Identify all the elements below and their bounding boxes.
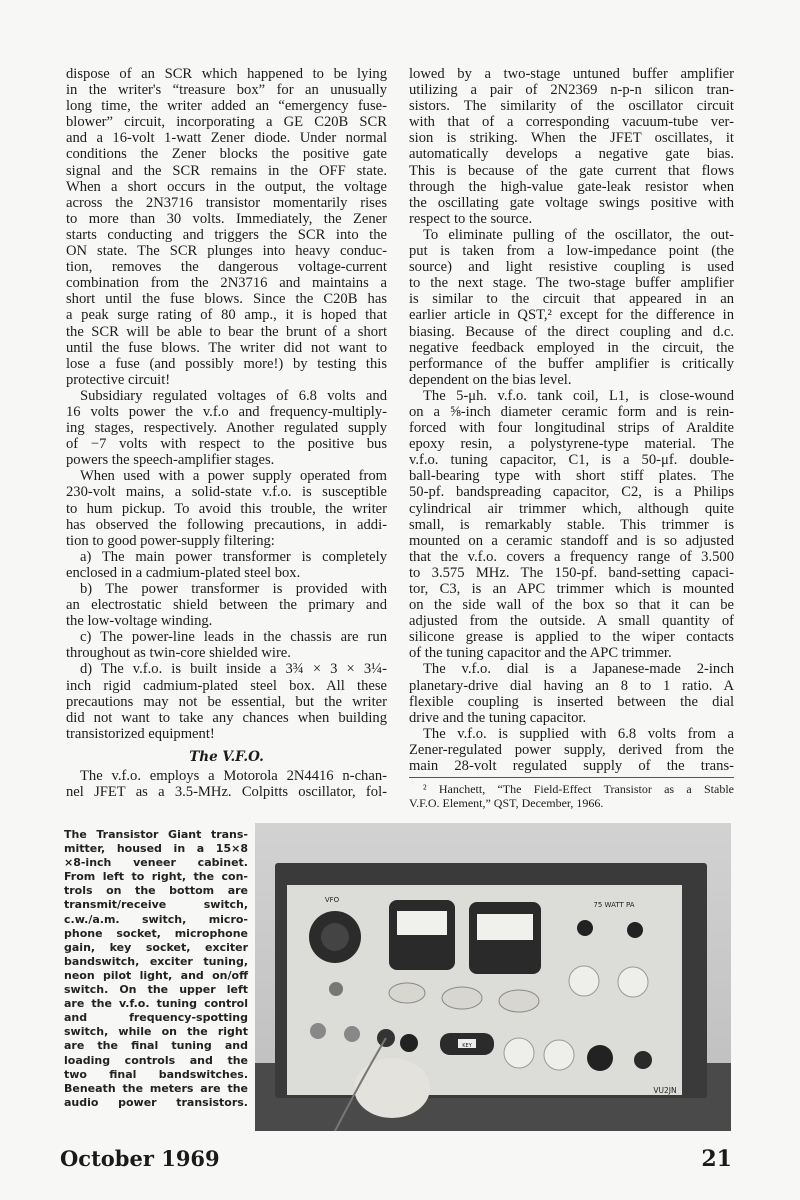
text-line: nel JFET as a 3.5-MHz. Colpitts oscillator, fol- <box>66 784 387 801</box>
text-line: Subsidiary regulated voltages of 6.8 volts and <box>80 387 387 404</box>
section-heading: The V.F.O. <box>189 748 264 765</box>
text-line: dependent on the bias level. <box>409 371 572 388</box>
caption-line: loading controls and the <box>64 1053 248 1067</box>
text-line: adjusted from the outside. A small quantity of <box>409 613 734 630</box>
text-line: precautions may not be essential, but the writer <box>66 693 387 710</box>
page-number: 21 <box>701 1146 732 1172</box>
text-line: the low-voltage winding. <box>66 613 213 630</box>
caption-line: two final bandswitches. <box>64 1067 248 1081</box>
text-line: sistors. The similarity of the oscillator circuit <box>409 98 734 115</box>
text-line: with that of a corresponding vacuum-tube ver- <box>409 114 734 131</box>
caption-line: bandswitch, exciter tuning, <box>64 954 248 968</box>
text-line: transistorized equipment! <box>66 725 215 742</box>
text-line: small, is remarkably stable. This trimmer is <box>409 516 734 533</box>
caption-line: The Transistor Giant trans- <box>64 828 248 841</box>
caption-line: audio power transistors. <box>64 1095 248 1109</box>
text-line: inch rigid cadmium-plated steel box. All these <box>66 677 387 694</box>
pa-label: 75 WATT PA <box>593 901 635 909</box>
text-line: starts conducting and triggers the SCR into the <box>66 226 387 243</box>
text-line: biasing. Because of the direct coupling and d.c. <box>409 323 734 340</box>
caption-line: neon pilot light, and on/off <box>64 968 248 982</box>
text-line: automatically develops a negative gate bias. <box>409 146 734 163</box>
caption-line: are the v.f.o. tuning control <box>64 997 248 1011</box>
text-line: blower” circuit, incorporating a GE C20B SCR <box>66 114 387 131</box>
text-line: powers the speech-amplifier stages. <box>66 452 275 469</box>
text-line: To eliminate pulling of the oscillator, the out- <box>423 226 734 243</box>
text-line: to the next stage. The two-stage buffer amplifier <box>409 275 734 292</box>
footnote-line: V.F.O. Element,” QST, December, 1966. <box>409 796 604 810</box>
list-item-c: c) The power-line leads in the chassis are run <box>80 629 387 646</box>
text-line: enclosed in a cadmium-plated steel box. <box>66 564 301 581</box>
text-line: signal and the SCR remains in the OFF state. <box>66 162 387 179</box>
text-line: an electrostatic shield between the primary and <box>66 597 387 614</box>
text-line: Zener-regulated power supply, derived from the <box>409 741 734 758</box>
callsign-label: VU2JN <box>653 1086 677 1095</box>
text-line: epoxy resin, a polystyrene-type material. The <box>409 436 734 453</box>
vfo-label: VFO <box>324 896 340 904</box>
text-line: the oscillating gate voltage swings positive with <box>409 194 734 211</box>
text-line: of −7 volts with respect to the positive bus <box>66 436 387 453</box>
photo-caption <box>64 828 248 1110</box>
text-line: 230-volt mains, a solid-state v.f.o. is susceptible <box>66 484 387 501</box>
left-column <box>66 66 387 800</box>
text-line: v.f.o. tuning capacitor, C1, is a 50-μf. double- <box>409 452 734 469</box>
text-line: 16 volts power the v.f.o and frequency-multiply- <box>66 403 387 420</box>
text-line: source) and light resistive coupling is used <box>409 259 734 276</box>
list-item-a: a) The main power transformer is completely <box>80 548 387 565</box>
text-line: tor, C3, is an APC trimmer which is mounted <box>409 581 734 597</box>
caption-line: are the final tuning and <box>64 1039 248 1053</box>
text-line: to hum pickup. To avoid this trouble, the writer <box>66 500 387 517</box>
text-line: performance of the buffer amplifier is critically <box>409 355 734 372</box>
text-line: mounted on a ceramic standoff and is so adjusted <box>409 532 734 549</box>
footnote <box>409 782 734 810</box>
text-line: The v.f.o. employs a Motorola 2N4416 n-chan- <box>80 768 387 785</box>
text-line: of the tuning capacitor and the APC trimmer. <box>409 645 672 662</box>
transmitter-photo <box>255 823 731 1131</box>
text-line: that the v.f.o. covers a frequency range of 3.500 <box>409 548 734 565</box>
text-line: ON state. The SCR plunges into heavy conduc- <box>66 243 387 260</box>
caption-line: phone socket, microphone <box>64 926 248 940</box>
text-line: through the high-value gate-leak resistor when <box>409 178 734 195</box>
caption-line: c.w./a.m. switch, micro- <box>64 912 248 926</box>
footnote-divider <box>409 777 734 778</box>
text-line: main 28-volt regulated supply of the trans- <box>409 758 734 775</box>
text-line: silicone grease is applied to the wiper contacts <box>409 629 734 646</box>
text-line: 50-pf. bandspreading capacitor, C2, is a Philips <box>409 484 734 501</box>
caption-line: ×8-inch veneer cabinet. <box>64 856 248 870</box>
list-item-b: b) The power transformer is provided with <box>80 581 387 597</box>
text-line: on a ⅝-inch diameter ceramic form and is rein- <box>409 403 734 420</box>
caption-line: and frequency-spotting <box>64 1011 248 1025</box>
text-line: dispose of an SCR which happened to be lying <box>66 66 387 82</box>
text-line: the SCR will be able to bear the brunt of a short <box>66 323 387 340</box>
text-line: drive and the tuning capacitor. <box>409 709 587 726</box>
text-line: flexible coupling is inserted between the dial <box>409 693 734 710</box>
text-line: forced with four longitudinal strips of Araldite <box>409 420 734 437</box>
text-line: utilizing a pair of 2N2369 n-p-n silicon tran- <box>409 82 734 99</box>
list-item-d: d) The v.f.o. is built inside a 3¾ × 3 × 3¼- <box>80 661 387 678</box>
key-label: KEY <box>462 1043 472 1049</box>
caption-line: trols on the bottom are <box>64 884 248 898</box>
caption-line: switch, while on the right <box>64 1025 248 1039</box>
text-line: long time, the writer added an “emergency fuse- <box>66 98 387 115</box>
text-line: a peak surge rating of 80 amp., it is hoped that <box>66 307 387 324</box>
text-line: tion to good power-supply filtering: <box>66 532 275 549</box>
text-line: When used with a power supply operated from <box>80 468 387 485</box>
footnote-line: ² Hanchett, “The Field-Effect Transistor as a Stable <box>423 782 734 796</box>
text-line: earlier article in QST,² except for the difference in <box>409 307 734 324</box>
caption-line: switch. On the upper left <box>64 983 248 997</box>
text-line: combination from the 2N3716 and maintains a <box>66 275 387 292</box>
text-line: The v.f.o. is supplied with 6.8 volts from a <box>423 725 734 742</box>
text-line: lose a fuse (and possibly more!) by testing this <box>66 355 387 372</box>
text-line: across the 2N3716 transistor momentarily rises <box>66 194 387 211</box>
text-line: conditions the Zener blocks the positive gate <box>66 146 387 163</box>
text-line: did not want to take any chances when building <box>66 709 387 726</box>
text-line: planetary-drive dial having an 8 to 1 ratio. A <box>409 677 734 694</box>
text-line: throughout as twin-core shielded wire. <box>66 645 291 662</box>
text-line: cylindrical air trimmer which, although quite <box>409 500 734 517</box>
caption-line: gain, key socket, exciter <box>64 940 248 954</box>
text-line: The v.f.o. dial is a Japanese-made 2-inch <box>423 661 734 678</box>
text-line: respect to the source. <box>409 210 533 227</box>
text-line: in the writer's “treasure box” for an unusually <box>66 82 387 99</box>
text-line: and a 16-volt 1-watt Zener diode. Under normal <box>66 130 387 147</box>
text-line: lowed by a two-stage untuned buffer amplifier <box>409 66 734 82</box>
text-line: is similar to the circuit that appeared in an <box>409 291 734 308</box>
text-line: This is because of the gate current that flows <box>409 162 734 179</box>
text-line: has observed the following precautions, in addi- <box>66 516 387 533</box>
text-line: to more than 30 volts. Immediately, the Zener <box>66 210 387 227</box>
caption-line: From left to right, the con- <box>64 870 248 884</box>
text-line: ball-bearing type with short stiff plates. The <box>409 468 734 485</box>
text-line: until the fuse blows. The writer did not want to <box>66 339 387 356</box>
text-line: sion is striking. When the JFET oscillates, it <box>409 130 734 147</box>
text-line: When a short occurs in the output, the voltage <box>66 178 387 195</box>
text-line: ing stages, respectively. Another regulated supply <box>66 420 387 437</box>
right-column <box>409 66 734 774</box>
caption-line: Beneath the meters are the <box>64 1081 248 1095</box>
issue-date: October 1969 <box>60 1146 220 1171</box>
text-line: put is taken from a low-impedance point (the <box>409 243 734 260</box>
text-line: negative feedback employed in the circuit, the <box>409 339 734 356</box>
text-line: short until the fuse blows. Since the C20B has <box>66 291 387 308</box>
text-line: The 5-μh. v.f.o. tank coil, L1, is close-wound <box>423 387 734 404</box>
text-line: tion, removes the dangerous voltage-current <box>66 259 387 276</box>
text-line: protective circuit! <box>66 371 171 388</box>
text-line: to 3.575 MHz. The 150-pf. band-setting capaci- <box>409 564 734 581</box>
text-line: on the side wall of the box so that it can be <box>409 597 734 614</box>
caption-line: transmit/receive switch, <box>64 898 248 912</box>
caption-line: mitter, housed in a 15×8 <box>64 842 248 856</box>
